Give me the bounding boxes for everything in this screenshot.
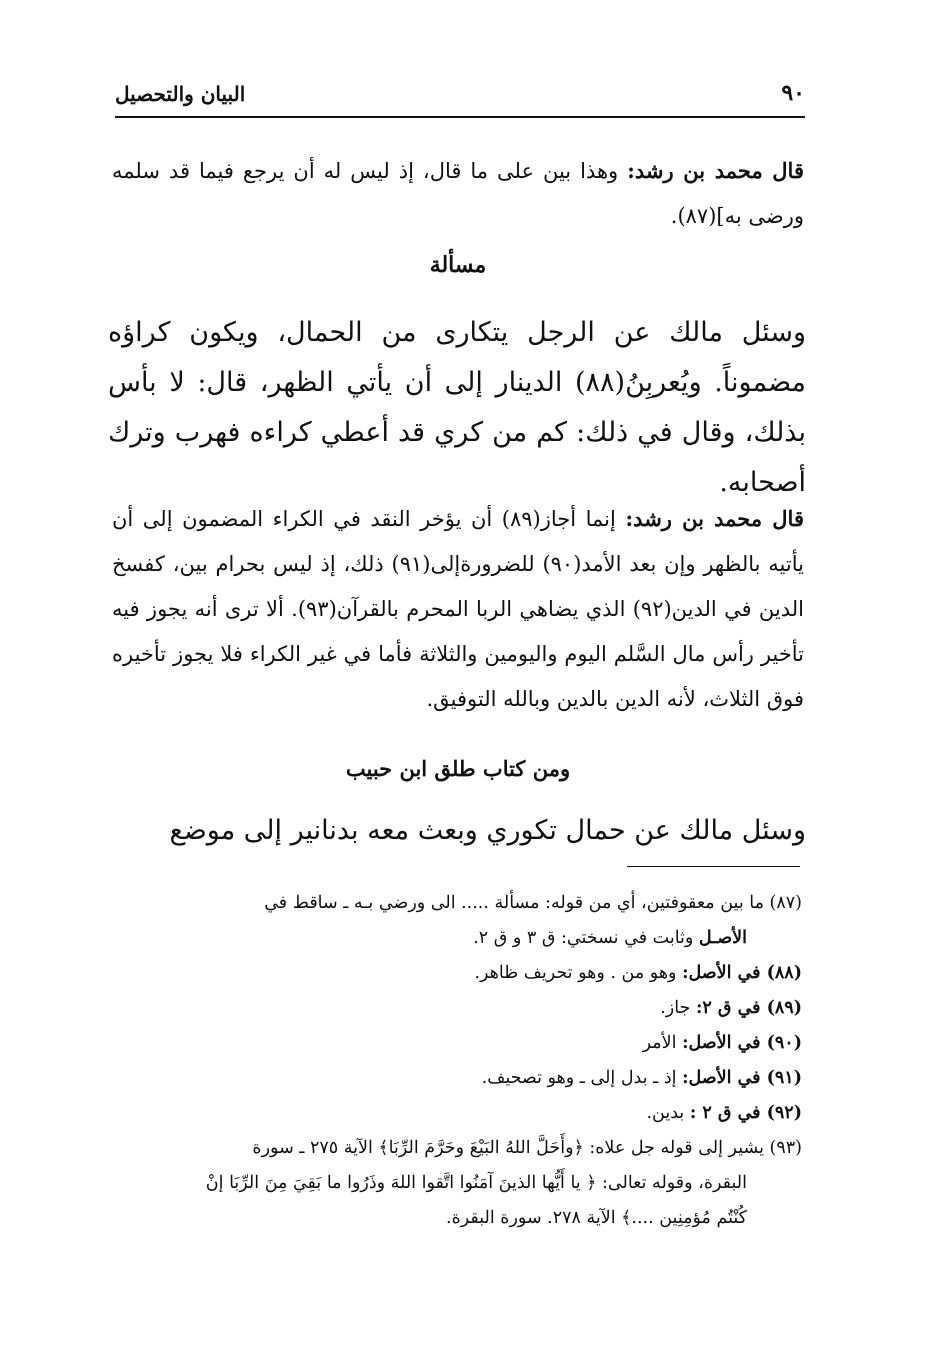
footnote-93 bbox=[112, 1131, 802, 1236]
paragraph-4 bbox=[108, 806, 806, 856]
paragraph-4-text: وسئل مالك عن حمال تكوري وبعث معه بدنانير إلى موضع bbox=[169, 815, 806, 846]
paragraph-2-text: وسئل مالك عن الرجل يتكارى من الحمال، ويكون كراؤه مضموناً. ويُعربِنُ(٨٨) الدينار إلى أن يأتي الظهر، قال: لا بأس بذلك، وقال في ذلك: كم من كري قد أعطي كراءه فهرب وترك أصحابه. bbox=[108, 317, 806, 498]
footnote-87-text: وثابت في نسختي: ق ٣ و ق ٢. bbox=[473, 928, 699, 948]
footnote-87-line1: (٨٧) ما بين معقوفتين، أي من قوله: مسألة ..... الى ورضي بـه ـ ساقط في bbox=[264, 893, 802, 913]
footnote-87-bold: الأصـل bbox=[698, 928, 747, 948]
page-header bbox=[115, 80, 805, 118]
footnote-90-text: الأمر bbox=[642, 1033, 683, 1053]
speaker-label: قال محمد بن رشد: bbox=[625, 506, 804, 531]
footnote-87-line2 bbox=[112, 921, 802, 956]
paragraph-3-text: إنما أجاز(٨٩) أن يؤخر النقد في الكراء المضمون إلى أن يأتيه بالظهر وإن بعد الأمد(٩٠) للضرورةإلى(٩١) ذلك، إذ ليس بحرام بين، كفسخ الدين في الدين(٩٢) الذي يضاهي الربا المحرم بالقرآن(٩٣). ألا ترى أنه يجوز فيه تأخير رأس مال السَّلم اليوم واليومين والثلاثة فأما في غير الكراء فلا يجوز تأخيره فوق الثلاث، لأنه الدين بالدين وبالله التوفيق. bbox=[112, 507, 804, 711]
footnote-89-label: (٨٩) في ق ٢: bbox=[695, 998, 802, 1018]
footnote-88-label: (٨٨) في الأصل: bbox=[682, 963, 802, 983]
footnote-91 bbox=[112, 1061, 802, 1096]
footnote-92-text: بدين. bbox=[646, 1103, 690, 1123]
footnote-92-label: (٩٢) في ق ٢ : bbox=[689, 1103, 802, 1123]
footnote-92 bbox=[112, 1096, 802, 1131]
footnote-90-label: (٩٠) في الأصل: bbox=[682, 1033, 802, 1053]
page-number: ٩٠ bbox=[781, 80, 805, 106]
footnote-91-label: (٩١) في الأصل: bbox=[682, 1068, 802, 1088]
section-heading-masala: مسألة bbox=[429, 252, 487, 278]
footnote-93-line3: كُنْتُم مُؤمِنِين ....﴾ الآية ٢٧٨. سورة البقرة. bbox=[446, 1208, 747, 1228]
footnote-88 bbox=[112, 956, 802, 991]
footnote-87 bbox=[112, 886, 802, 956]
footnote-89 bbox=[112, 991, 802, 1026]
paragraph-1 bbox=[112, 148, 804, 239]
footnote-93-line2: البقرة، وقوله تعالى: ﴿ يا أَيُّها الذينَ آمَنُوا اتَّقوا اللهَ وذَرُوا ما بَقِيَ مِنَ الرِّبَا إنْ bbox=[205, 1173, 747, 1193]
footnote-89-text: جاز. bbox=[660, 998, 696, 1018]
footnote-separator bbox=[627, 866, 800, 867]
paragraph-1-text: وهذا بين على ما قال، إذ ليس له أن يرجع فيما قد سلمه ورضى به](٨٧). bbox=[112, 159, 804, 228]
footnote-90 bbox=[112, 1026, 802, 1061]
paragraph-2 bbox=[108, 308, 806, 508]
footnote-88-text: وهو من . وهو تحريف ظاهر. bbox=[474, 963, 683, 983]
speaker-label: قال محمد بن رشد: bbox=[627, 158, 804, 183]
footnote-93-line1: (٩٣) يشير إلى قوله جل علاه: ﴿وأَحَلَّ اللهُ البَيْعَ وحَرَّمَ الرِّبَا﴾ الآية ٢٧٥ ـ سورة bbox=[252, 1138, 802, 1158]
running-title: البيان والتحصيل bbox=[115, 82, 246, 106]
section-heading-book: ومن كتاب طلق ابن حبيب bbox=[345, 756, 571, 781]
footnote-91-text: إذ ـ بدل إلى ـ وهو تصحيف. bbox=[481, 1068, 683, 1088]
paragraph-3 bbox=[112, 496, 804, 722]
footnotes bbox=[112, 886, 802, 1236]
